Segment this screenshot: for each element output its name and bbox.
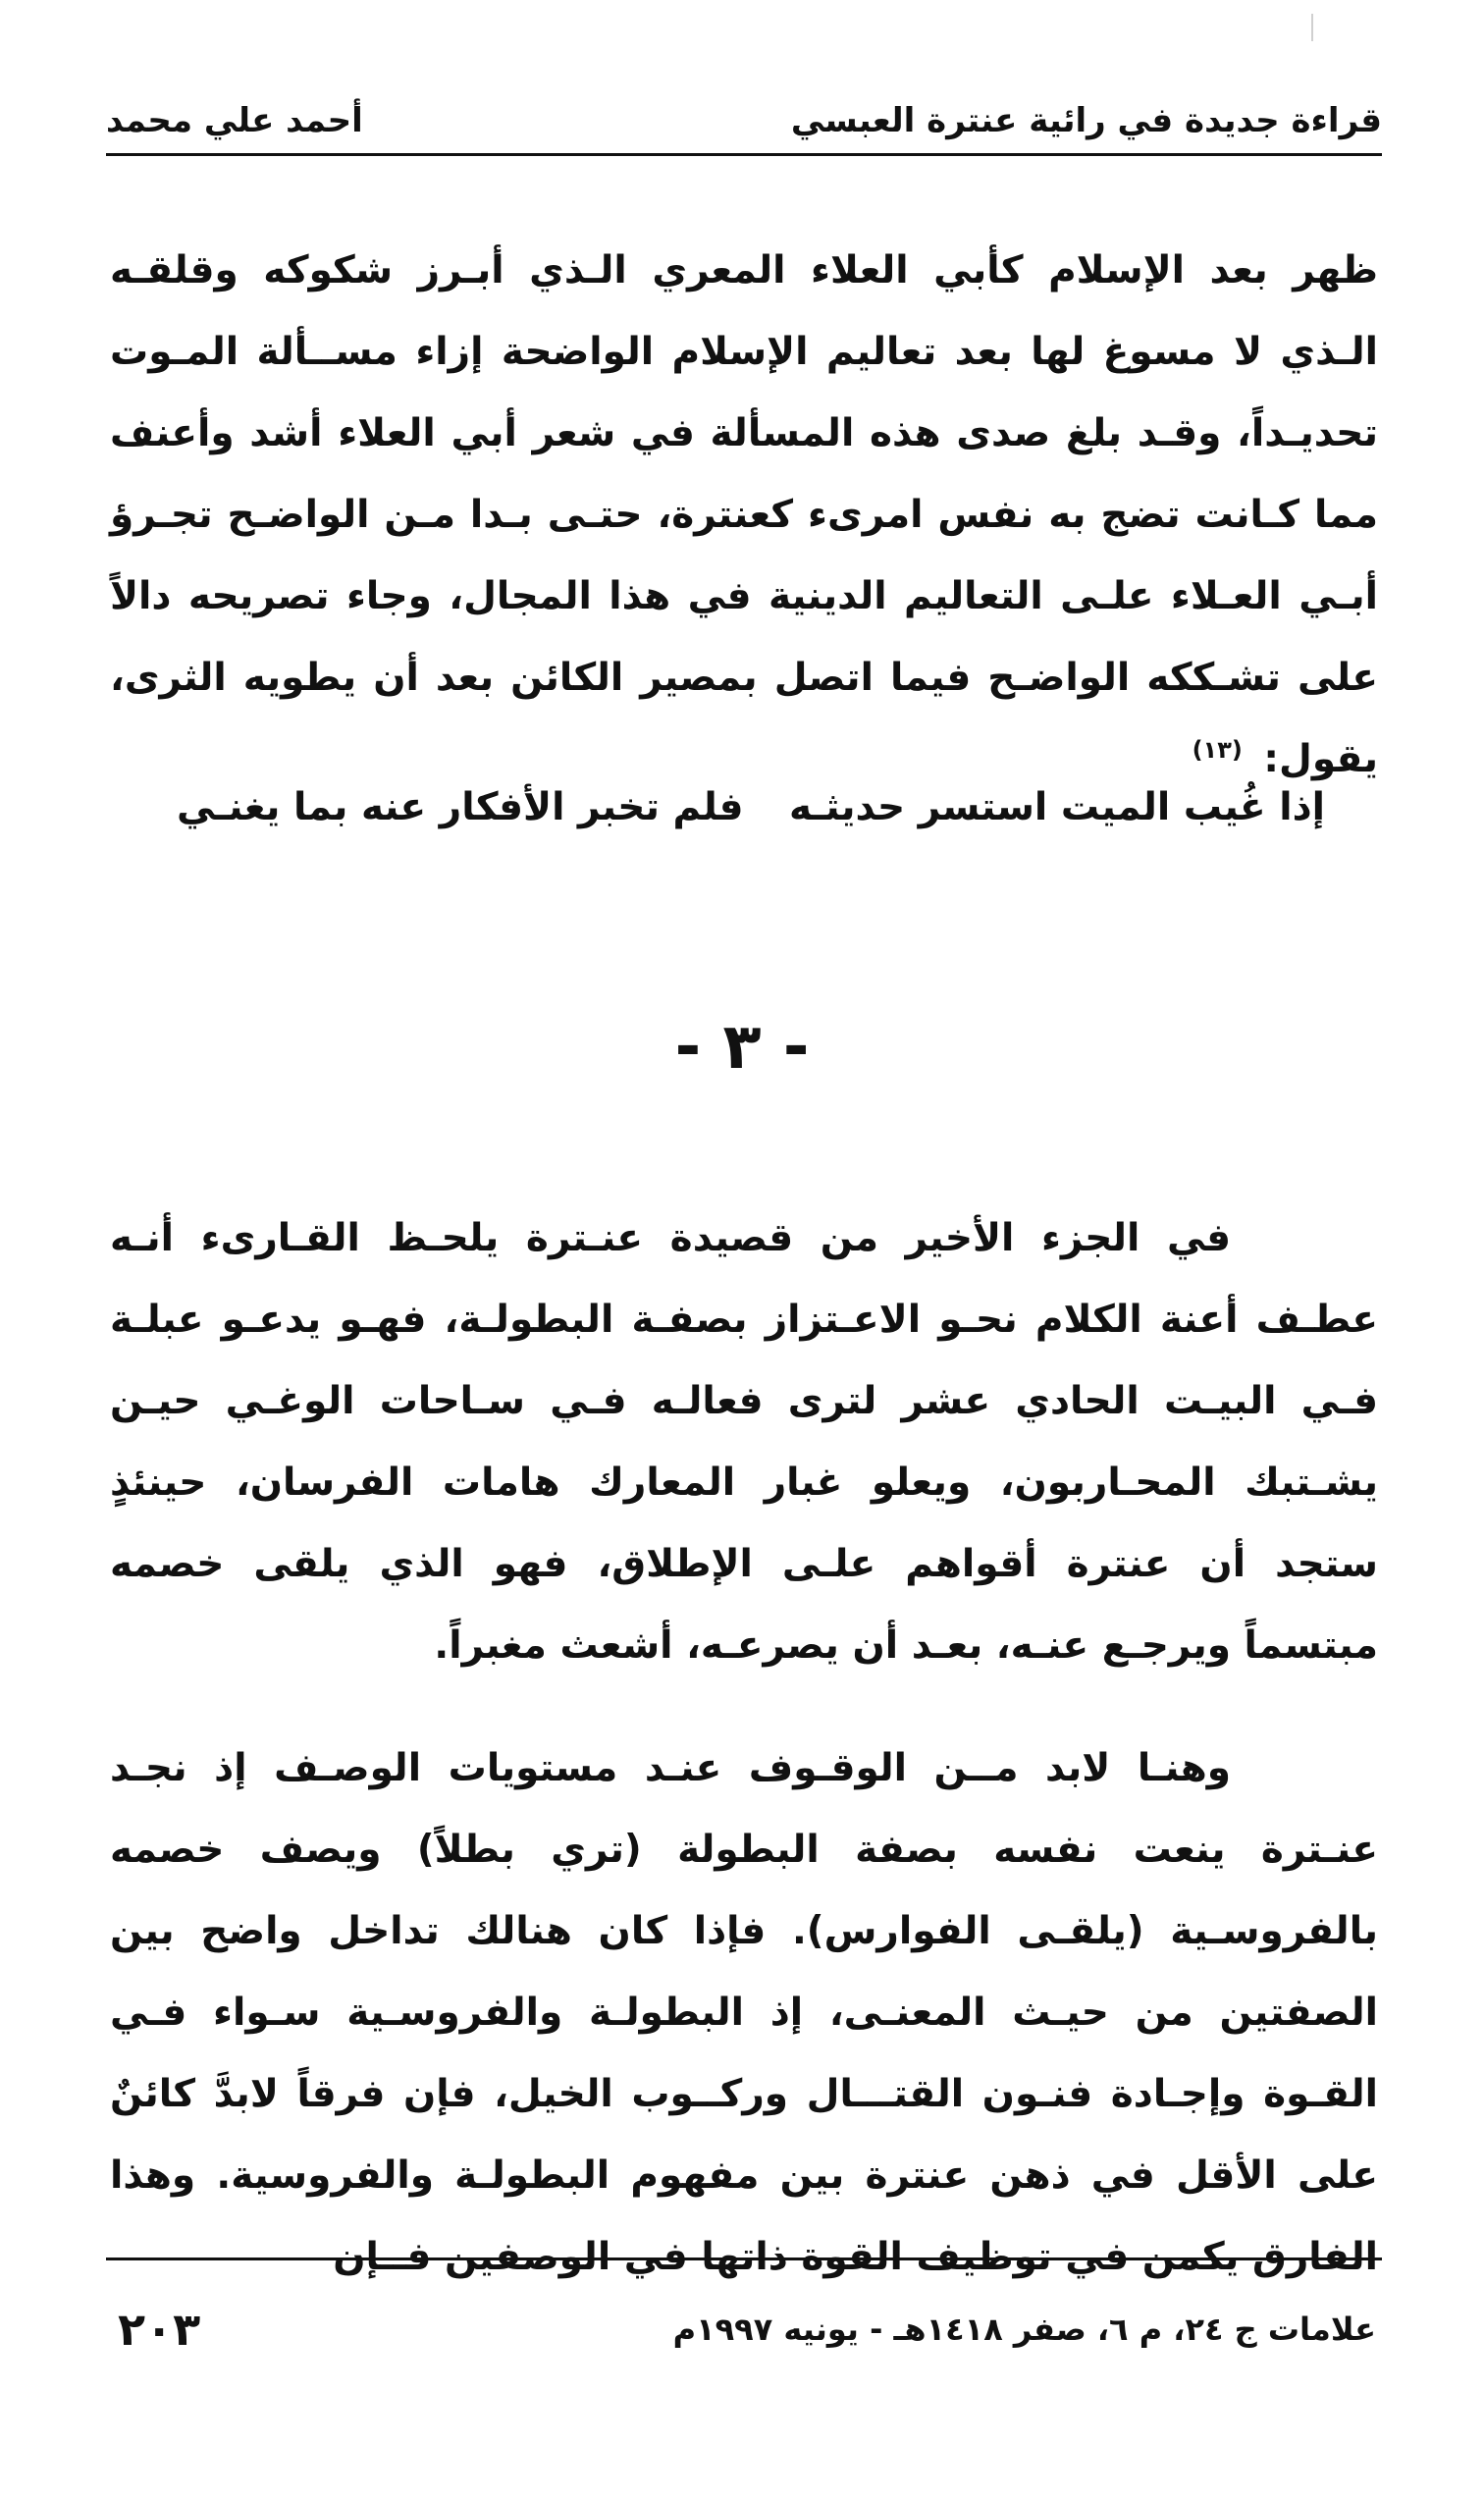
running-header xyxy=(106,86,1382,155)
footnote-reference: (١٣) xyxy=(1192,736,1243,764)
header-title: قراءة جديدة في رائية عنترة العبسي xyxy=(790,101,1382,140)
paragraph-2: في الجزء الأخير من قصيدة عنـترة يلحـظ القـارىء أنـه عطـف أعنة الكلام نحـو الاعـتزاز بصفـة البطولـة، فهـو يدعـو عبلـة فـي البيـت الحادي عشر لترى فعالـه فـي سـاحات الوغـي حيـن يشـتبك المحـاربون، ويعلو غبار المعارك هامات الفرسان، حينئذٍ ستجد أن عنترة أقواهم علـى الإطلاق، فهو الذي يلقى خصمه مبتسماً ويرجـع عنـه، بعـد أن يصرعـه، أشعث مغبراً. xyxy=(110,1216,1378,1668)
verse-second-hemistich: فلم تخبر الأفكار عنه بما يغنـي xyxy=(177,785,744,829)
footer-rule xyxy=(106,2258,1382,2260)
verse-first-hemistich: إذا غُيب الميت استسر حديثـه xyxy=(788,785,1325,829)
journal-citation: علامات ج ٢٤، م ٦، صفر ١٤١٨هـ - يونيه ١٩٩٧م xyxy=(672,2311,1376,2348)
section-number: - ٣ - xyxy=(674,1011,810,1084)
header-author: أحمد علي محمد xyxy=(106,101,363,140)
scan-mark xyxy=(1311,14,1313,41)
page-number: ٢٠٣ xyxy=(118,2303,201,2356)
page-footer xyxy=(118,2295,1376,2364)
poetry-verse xyxy=(177,785,1325,829)
header-rule xyxy=(106,153,1382,156)
paragraph-3: وهنـا لابد مــن الوقـوف عنـد مستويات الوصـف إذ نجـد عنـترة ينعت نفسه بصفة البطولة (تري بطلاً) ويصف خصمه بالفروسـية (يلقـى الفوارس). فإذا كان هنالك تداخل واضح بين الصفتين من حيـث المعنـى، إذ البطولـة والفروسـية سـواء فـي القـوة وإجـادة فنـون القتـــال وركــوب الخيل، فإن فرقاً لابدَّ كائنٌ على الأقل في ذهن عنترة بين مفهوم البطولـة والفروسية. وهذا الفارق يكمن في توظيف القوة ذاتها في الوصفين فــإن xyxy=(110,1746,1378,2279)
paragraph-1-text: ظهر بعد الإسلام كأبي العلاء المعري الـذي أبـرز شكوكه وقلقـه الـذي لا مسوغ لها بعد تعاليم الإسلام الواضحة إزاء مســألة المـوت تحديـداً، وقـد بلغ صدى هذه المسألة في شعر أبي العلاء أشد وأعنف مما كـانت تضج به نفس امرىء كعنترة، حتـى بـدا مـن الواضـح تجـرؤ أبـي العـلاء علـى التعاليم الدينية في هذا المجال، وجاء تصريحه دالاً على تشـككه الواضـح فيما اتصل بمصير الكائن بعد أن يطويه الثرى، يقول: xyxy=(110,248,1378,781)
paragraph-1 xyxy=(110,230,1378,800)
